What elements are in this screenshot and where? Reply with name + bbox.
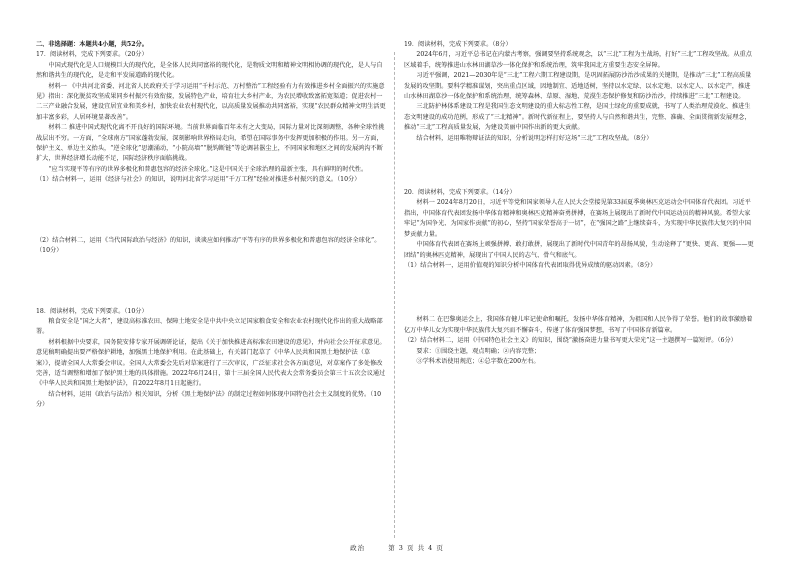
answer-space — [36, 257, 386, 307]
q20-req-1: ①围绕主题，观点明确；②内容完整； — [434, 347, 541, 355]
q17-material-2: 材料二 推进中国式现代化离不开良好的国际环境。当前世界面临百年未有之大变局，国际力量对比深刻调整，各种全球性挑战层出不穷。一方面，“全球南方”国家蓬勃发展，深刻影响世界格局走向，希望在国际事务中发挥更加积极的作用。另一方面，保护主义、单边主义抬头，“逆全球化”思潮涌动，“小院高墙”“脱钩断链”等论调甚嚣尘上，不同国家和地区之间的发展鸿沟不断扩大，世界经济增长动能不足，国际经济秩序面临挑战。 — [36, 124, 385, 163]
q20-question-2: （2）结合材料二，运用《中国特色社会主义》的知识，围绕“激扬奋进力量书写更大荣光”这一主题撰写一篇短评。（6分） — [404, 337, 737, 345]
q19-question: 结合材料，运用唯物辩证法的知识，分析说明怎样打好这场“三北”工程攻坚战。（8分） — [416, 134, 653, 142]
q20-title: 20．阅读材料，完成下列要求。（14分） — [404, 189, 516, 197]
q19-paragraph-3: 三北防护林体系建设工程是我国生态文明建设的重大标志性工程，是国土绿化的重要成就，书写了人类治理荒漠化、推进生态文明建设的成功范例，形成了“三北精神”。新时代新征程上，要坚持人与自然和谐共生，完整、准确、全面贯彻新发展理念，推动“三北”工程高质量发展，为建设美丽中国作出新的更大贡献。 — [404, 103, 751, 132]
page-footer — [0, 543, 794, 552]
q17-material-1: 材料一 《中共河北省委、河北省人民政府关于学习运用“千村示范、万村整治”工程经验有力有效推进乡村全面振兴的实施意见》指出：深化脱贫攻坚成果同乡村振兴有效衔接，发展特色产业，培育壮大乡村产业，为农民增收致富拓宽渠道；促进农村一二三产业融合发展，建设宜居宜业和美乡村，加快农业农村现代化，以高质量发展推动共同富裕，实现“农民群众精神文明生活更加丰富多彩，人居环境显著改善”。 — [36, 82, 386, 121]
q19-title: 19．阅读材料，完成下列要求。（8分） — [404, 41, 512, 48]
q17-quote: “应当实现平等有序的世界多极化和普惠包容的经济全球化。”这是中国关于全球治理的最新主张，具有鲜明的时代性。 — [48, 165, 368, 173]
q17-intro: 中国式现代化是人口规模巨大的现代化，是全体人民共同富裕的现代化，是物质文明和精神文明相协调的现代化，是人与自然和谐共生的现代化，是走和平发展道路的现代化。 — [36, 61, 383, 80]
q18-question: 结合材料，运用《政治与法治》相关知识，分析《黑土地保护法》的制定过程如何体现中国特色社会主义制度的优势。（10分） — [36, 390, 382, 409]
footer-page-number: 第 3 页 共 4 页 — [388, 544, 444, 552]
answer-space — [404, 271, 754, 315]
q20-material-1: 材料一 2024年8月20日，习近平等党和国家领导人在人民大会堂接见第33届夏季奥林匹克运动会中国体育代表团。习近平指出，中国体育代表团发扬中华体育精神和奥林匹克精神奋勇拼搏，在赛场上展现出了新时代中国运动员的精神风貌。希望大家牢记“为国争光、为国家作贡献”的初心，坚持“国家荣誉高于一切”，在“强国之路”上继续奋斗，为实现中华民族伟大复兴的中国梦贡献力量。 — [404, 199, 751, 238]
q19-paragraph-1: 2024年6月，习近平总书记在内蒙古考察，强调要坚持系统观念，以“三北”工程为主战场，打好“三北”工程攻坚战。从重点区域着手，统筹推进山水林田湖草沙一体化保护和系统治理，筑牢我国北方重要生态安全屏障。 — [404, 51, 752, 69]
q18-material: 材料根据中央要求，国务院安排专家开展调研论证，提出《关于加快推进高标准农田建设的意见》，并向社会公开征求意见。意见稿明确提出要严格保护耕地，加强黑土地保护利用。在此基础上，有关部门起草了《中华人民共和国黑土地保护法（草案）》，提请全国人大常委会审议。全国人大常委会先后对草案进行了三次审议，广泛征求社会各方面意见，对草案作了多处修改完善，适当调整和增加了保护黑土地的具体措施。2022年6月24日，第十三届全国人民代表大会常务委员会第三十五次会议通过《中华人民共和国黑土地保护法》，自2022年8月1日起施行。 — [36, 338, 386, 388]
left-column — [36, 40, 386, 411]
section-header: 二、非选择题：本题共4小题，共52分。 — [36, 41, 148, 48]
footer-subject: 政治 — [350, 544, 366, 552]
q17-question-1: （1）结合材料一，运用《经济与社会》的知识，说明河北省学习运用“千万工程”经验对推进乡村振兴的意义。（10分） — [36, 176, 361, 184]
q18-intro: 粮食安全是“国之大者”，建设高标准农田、保障土地安全是中共中央立足国家粮食安全和农业农村现代化作出的重大战略部署。 — [36, 317, 383, 336]
q20-req-2: ③学科术语使用规范；④总字数在200左右。 — [416, 357, 540, 365]
q17-question-2: （2）结合材料二，运用《当代国际政治与经济》的知识，谈谈应如何推动“平等有序的世界多极化和普惠包容的经济全球化”。（10分） — [36, 236, 381, 255]
q20-question-1: （1）结合材料一，运用价值观的知识分析中国体育代表团取得优异成绩的驱动因素。（8分） — [404, 261, 657, 269]
q18-title: 18．阅读材料，完成下列要求。（10分） — [36, 307, 148, 315]
right-column — [404, 40, 754, 367]
q20-material-1b: 中国体育代表团在赛场上顽强拼搏、敢打敢拼，展现出了新时代中国青年的昂扬风貌，生动诠释了“更快、更高、更强——更团结”的奥林匹克精神，展现出了中国人民的志气、骨气和底气。 — [404, 241, 754, 259]
column-divider — [394, 52, 395, 538]
answer-space — [404, 144, 754, 188]
q20-req-label: 要求： — [416, 347, 435, 355]
answer-space — [36, 186, 386, 236]
q19-paragraph-2: 习近平强调，2021—2030年是“三北”工程六期工程建设期，是巩固拓展防沙治沙成果的关键期，是推动“三北”工程高质量发展的攻坚期。要科学精准谋划，突出重点区域，因地制宜、适地适树，坚持以水定绿、以水定地、以水定人、以水定产，推进山水林田湖草沙一体化保护和系统治理，统筹森林、草原、湿地、荒漠生态保护修复和防沙治沙，持续推进“三北”工程建设。 — [404, 72, 752, 101]
q20-material-2: 材料二 在巴黎奥运会上，我国体育健儿牢记使命和嘱托，发扬中华体育精神，为祖国和人民争得了荣誉。他们的故事激励着亿万中华儿女为实现中华民族伟大复兴而不懈奋斗，传递了体育强国梦想，书写了中国体育新篇章。 — [404, 316, 753, 334]
q20-requirements — [404, 347, 754, 357]
q17-title: 17．阅读材料，完成下列要求。（20分） — [36, 51, 148, 59]
